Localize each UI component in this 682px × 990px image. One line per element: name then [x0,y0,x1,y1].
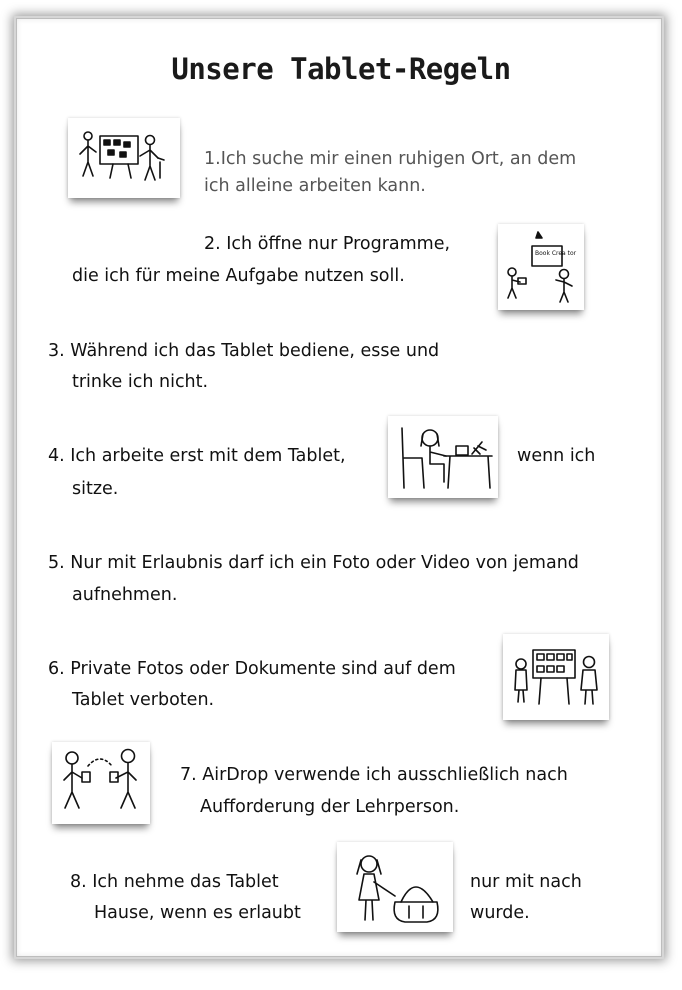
rule-7-line-2: Aufforderung der Lehrperson. [200,797,460,817]
rule-3-line-2: trinke ich nicht. [72,372,209,392]
rule-5-line-2: aufnehmen. [72,585,178,605]
rule-6-line-2: Tablet verboten. [72,690,215,710]
rule-2-line-1: 2. Ich öffne nur Programme, [204,234,451,254]
rule-1-line-1: 1.Ich suche mir einen ruhigen Ort, an dem [204,149,577,169]
rule-8-line-1b: nur mit nach [470,872,582,892]
rule-8-line-1: 8. Ich nehme das Tablet [70,872,279,892]
rule-8-line-2: Hause, wenn es erlaubt [94,903,301,923]
rule-6-line-1: 6. Private Fotos oder Dokumente sind auf dem [48,659,456,679]
rule-2-line-2: die ich für meine Aufgabe nutzen soll. [72,266,405,286]
rule-3-line-1: 3. Während ich das Tablet bediene, esse und [48,341,440,361]
board-text: Book Crea tor [535,250,577,257]
rule-8-line-2b: wurde. [470,903,530,923]
page-title: Unsere Tablet-Regeln [171,52,511,86]
photo-board-icon [503,634,609,720]
airdrop-icon [52,742,150,824]
rule-4-line-1b: wenn ich [517,446,596,466]
rule-4-line-2: sitze. [72,479,119,499]
classroom-board-icon [498,224,584,310]
rule-5-line-1: 5. Nur mit Erlaubnis darf ich ein Foto oder Video von jemand [48,553,579,573]
rule-1-line-2: ich alleine arbeiten kann. [204,176,426,196]
take-home-bag-icon [337,842,453,932]
presentation-icon [68,118,180,198]
sitting-at-desk-icon [388,416,498,498]
rule-7-line-1: 7. AirDrop verwende ich ausschließlich nach [180,765,568,785]
rule-4-line-1: 4. Ich arbeite erst mit dem Tablet, [48,446,346,466]
